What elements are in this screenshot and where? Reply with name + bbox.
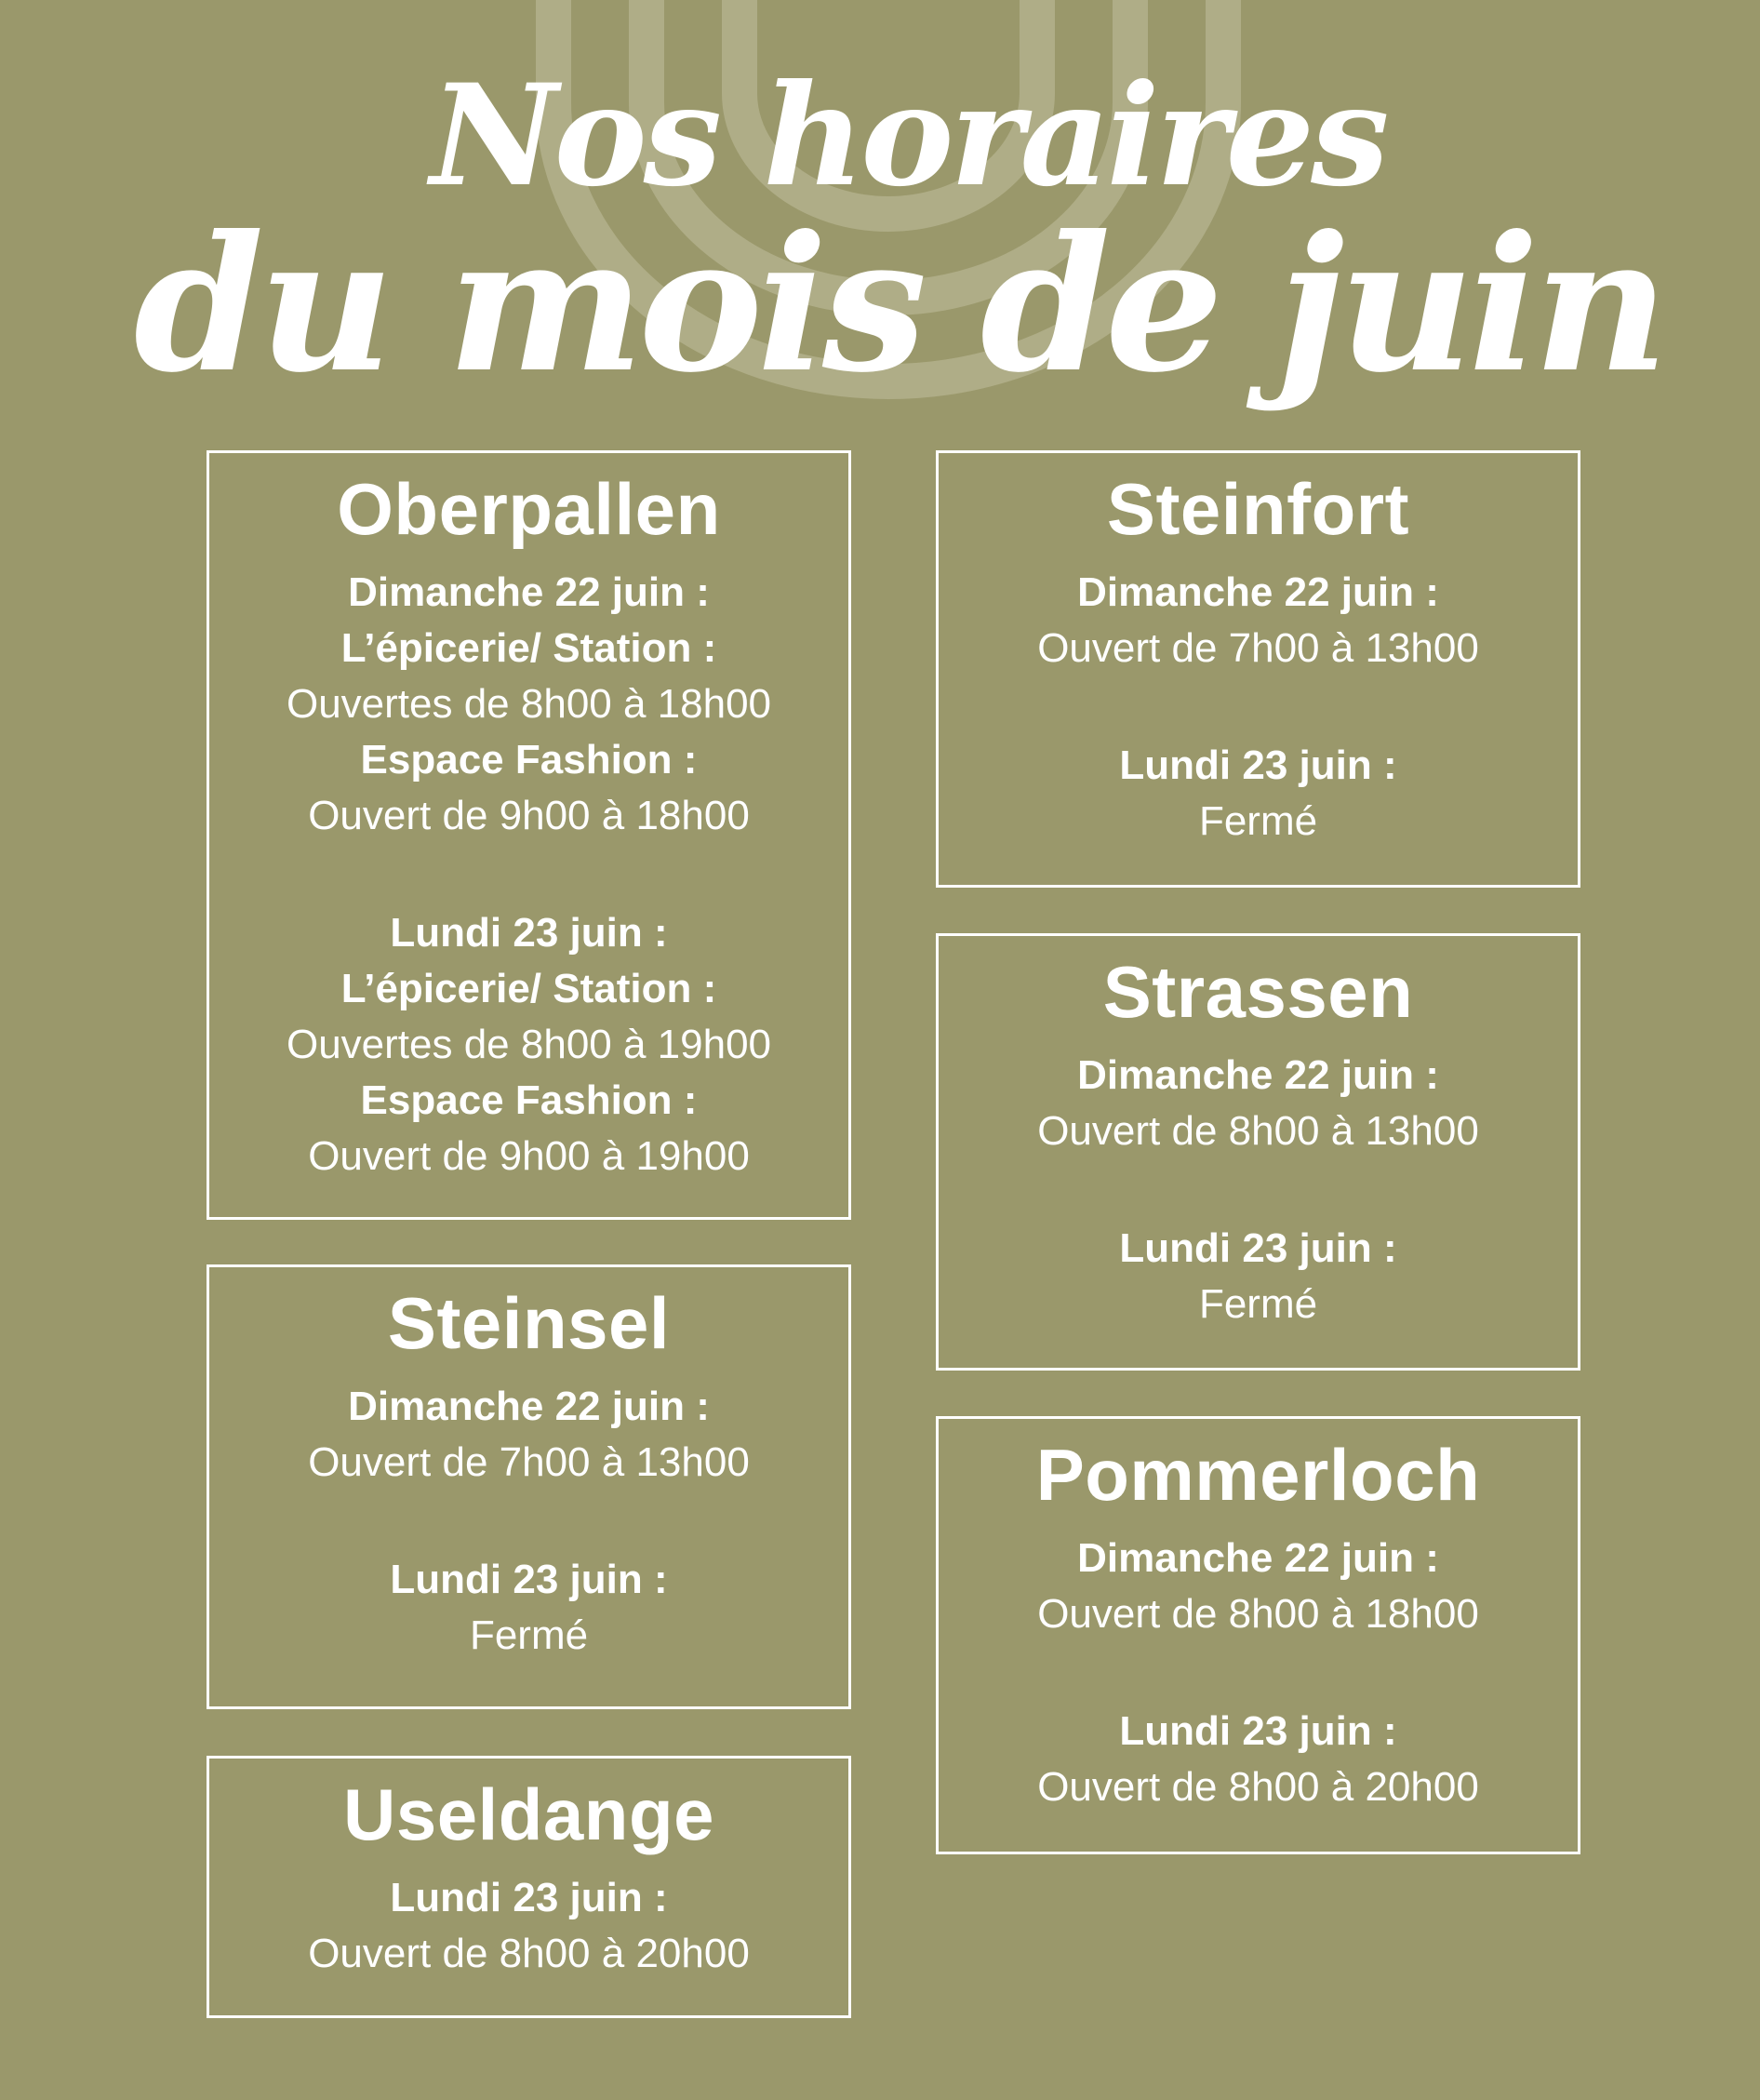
opening-hours: Ouvert de 9h00 à 19h00 bbox=[308, 1133, 750, 1179]
store-name: Oberpallen bbox=[337, 468, 721, 550]
opening-hours: Ouvert de 9h00 à 18h00 bbox=[308, 793, 750, 838]
opening-hours: Ouvert de 8h00 à 18h00 bbox=[1037, 1591, 1479, 1637]
day-label: Lundi 23 juin : bbox=[390, 910, 668, 956]
page-title-line1: Nos horaires bbox=[430, 54, 1386, 218]
opening-hours: Fermé bbox=[469, 1612, 589, 1658]
store-card-pommerloch bbox=[936, 1416, 1580, 1854]
opening-hours: Ouvert de 8h00 à 13h00 bbox=[1037, 1108, 1479, 1154]
day-label: Dimanche 22 juin : bbox=[1077, 1052, 1439, 1098]
opening-hours: Ouvertes de 8h00 à 19h00 bbox=[286, 1022, 772, 1067]
opening-hours: Ouvertes de 8h00 à 18h00 bbox=[286, 681, 772, 727]
department-label: Espace Fashion : bbox=[360, 1077, 698, 1123]
day-label: Dimanche 22 juin : bbox=[1077, 1535, 1439, 1581]
opening-hours: Fermé bbox=[1198, 798, 1318, 844]
store-card-steinsel bbox=[207, 1264, 851, 1709]
store-card-steinfort bbox=[936, 450, 1580, 888]
store-name: Steinsel bbox=[387, 1282, 671, 1364]
opening-hours: Fermé bbox=[1198, 1281, 1318, 1327]
opening-hours: Ouvert de 7h00 à 13h00 bbox=[1037, 625, 1479, 671]
store-card-strassen bbox=[936, 933, 1580, 1371]
store-name: Steinfort bbox=[1106, 468, 1410, 550]
store-name: Pommerloch bbox=[1035, 1434, 1481, 1516]
day-label: Dimanche 22 juin : bbox=[1077, 569, 1439, 615]
store-name: Strassen bbox=[1102, 951, 1414, 1033]
department-label: L’épicerie/ Station : bbox=[340, 625, 717, 671]
day-label: Lundi 23 juin : bbox=[1119, 742, 1397, 788]
page-title-line2: du mois de juin bbox=[134, 195, 1663, 414]
opening-hours: Ouvert de 7h00 à 13h00 bbox=[308, 1439, 750, 1485]
day-label: Lundi 23 juin : bbox=[1119, 1708, 1397, 1754]
opening-hours: Ouvert de 8h00 à 20h00 bbox=[308, 1931, 750, 1976]
store-card-useldange bbox=[207, 1756, 851, 2018]
opening-hours: Ouvert de 8h00 à 20h00 bbox=[1037, 1764, 1479, 1810]
day-label: Lundi 23 juin : bbox=[1119, 1225, 1397, 1271]
store-card-oberpallen bbox=[207, 450, 851, 1220]
department-label: Espace Fashion : bbox=[360, 737, 698, 782]
day-label: Dimanche 22 juin : bbox=[348, 569, 710, 615]
day-label: Lundi 23 juin : bbox=[390, 1557, 668, 1602]
department-label: L’épicerie/ Station : bbox=[340, 966, 717, 1011]
day-label: Dimanche 22 juin : bbox=[348, 1384, 710, 1429]
day-label: Lundi 23 juin : bbox=[390, 1875, 668, 1920]
store-name: Useldange bbox=[343, 1773, 714, 1855]
